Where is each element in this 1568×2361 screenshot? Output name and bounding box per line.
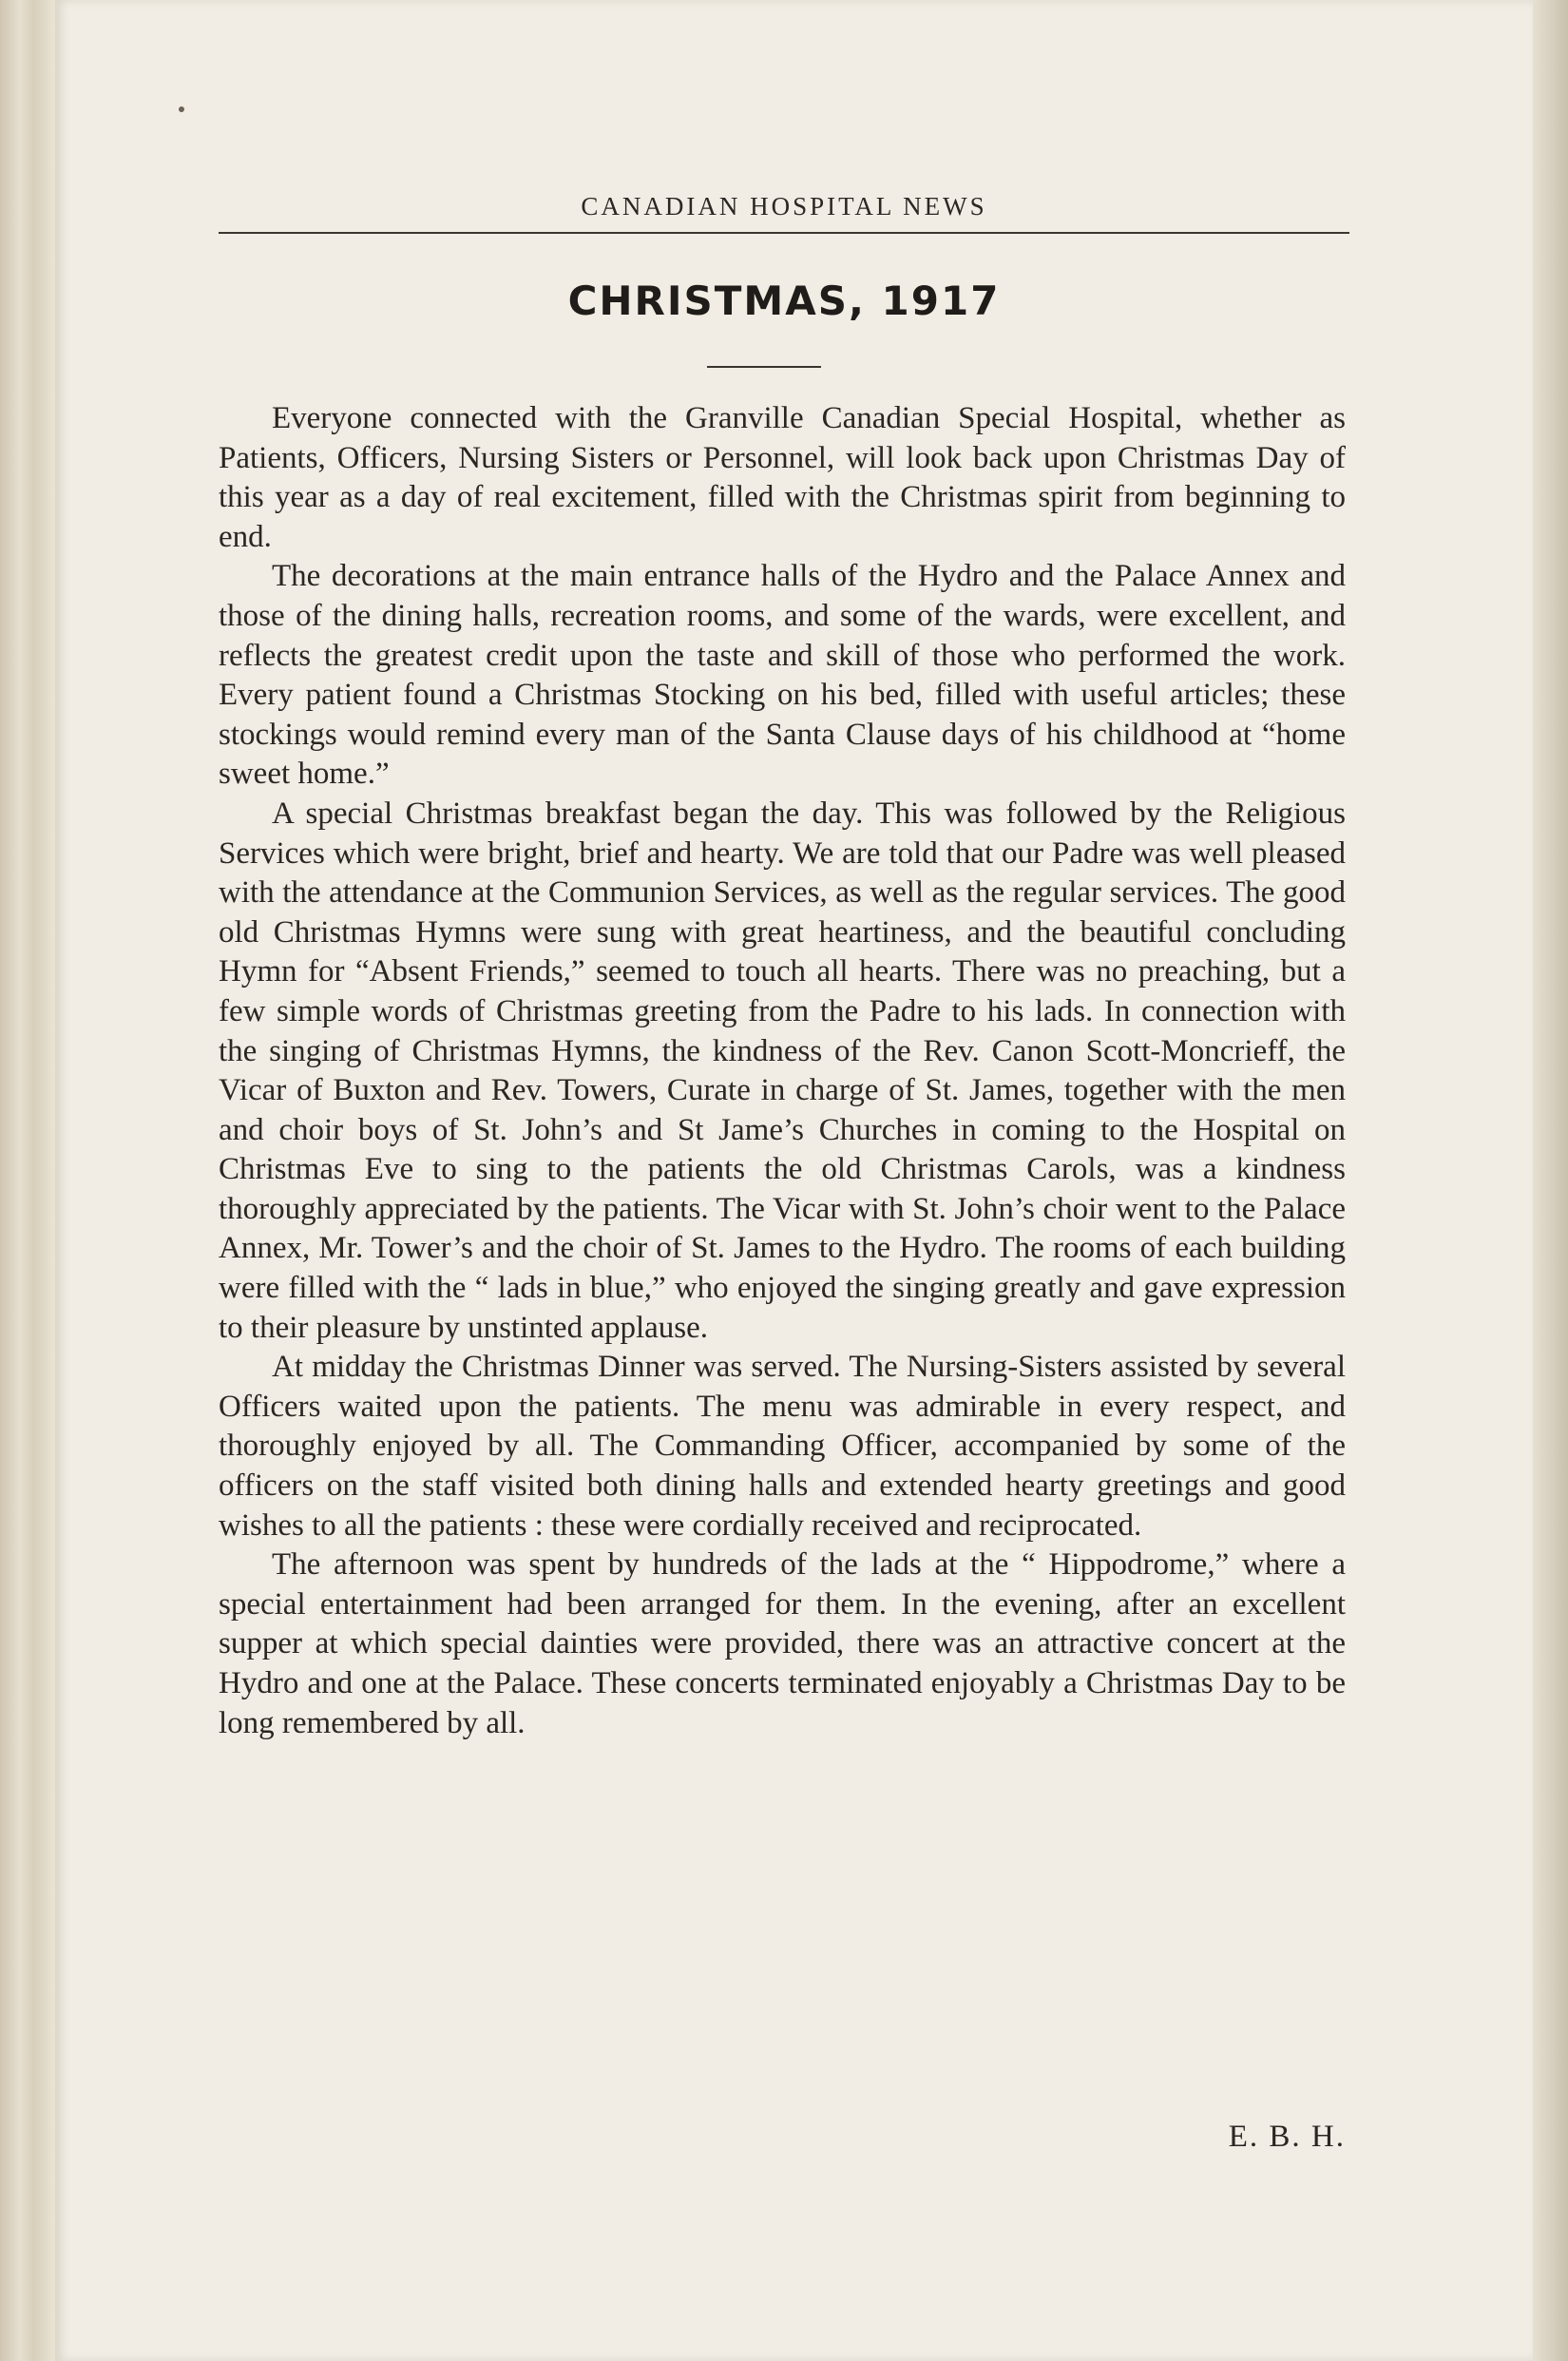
header-rule [219, 232, 1349, 234]
paragraph: The decorations at the main entrance halls of the Hydro and the Palace Annex and those of the dining halls, recreation rooms, and some of the wards, were excellent, and reflects the greatest credit upon the taste and skill of those who performed the work. Every patient found a Christmas Stocking on his bed, filled with useful articles; these stockings would remind every man of the Santa Clause days of his childhood at “home sweet home.” [219, 559, 1346, 792]
paragraph: At midday the Christmas Dinner was served. The Nursing-Sisters assisted by several Officers waited upon the patients. The menu was admirable in every respect, and thoroughly enjoyed by all. The Commanding Officer, accompanied by some of the officers on the staff visited both dining halls and extended hearty greetings and good wishes to all the patients : these were cordially received and reciprocated. [219, 1350, 1346, 1543]
title-rule [707, 366, 821, 368]
paragraph: A special Christmas breakfast began the day. This was followed by the Religious Services which were bright, brief and hearty. We are told that our Padre was well pleased with the attendance at the Communion Services, as well as the regular services. The good old Christmas Hymns were sung with great heartiness, and the beautiful concluding Hymn for “Absent Friends,” seemed to touch all hearts. There was no preaching, but a few simple words of Christmas greeting from the Padre to his lads. In connection with the singing of Christmas Hymns, the kindness of the Rev. Canon Scott-Moncrieff, the Vicar of Buxton and Rev. Towers, Curate in charge of St. James, together with the men and choir boys of St. John’s and St Jame’s Churches in coming to the Hospital on Christmas Eve to sing to the patients the old Christmas Carols, was a kindness thoroughly appreciated by the patients. The Vicar with St. John’s choir went to the Palace Annex, Mr. Tower’s and the choir of St. James to the Hydro. The rooms of each building were filled with the “ lads in blue,” who enjoyed the singing greatly and gave expression to their pleasure by unstinted applause. [219, 796, 1346, 1345]
page-stack-edge [0, 0, 57, 2361]
paragraph: The afternoon was spent by hundreds of the lads at the “ Hippodrome,” where a special entertainment had been arranged for them. In the evening, after an excellent supper at which special dainties were provided, there was an attractive concert at the Hydro and one at the Palace. These concerts terminated enjoyably a Christmas Day to be long remembered by all. [219, 1547, 1346, 1740]
paragraph: Everyone connected with the Granville Canadian Special Hospital, whether as Patients, Officers, Nursing Sisters or Personnel, will look back upon Christmas Day of this year as a day of real excitement, filled with the Christmas spirit from beginning to end. [219, 401, 1346, 554]
article-title: CHRISTMAS, 1917 [567, 278, 1001, 324]
author-signature: E. B. H. [1228, 2120, 1346, 2154]
article-body [219, 399, 1346, 1743]
paper-spot [179, 106, 184, 112]
running-head: CANADIAN HOSPITAL NEWS [581, 192, 987, 221]
page-right-edge [1530, 0, 1568, 2361]
